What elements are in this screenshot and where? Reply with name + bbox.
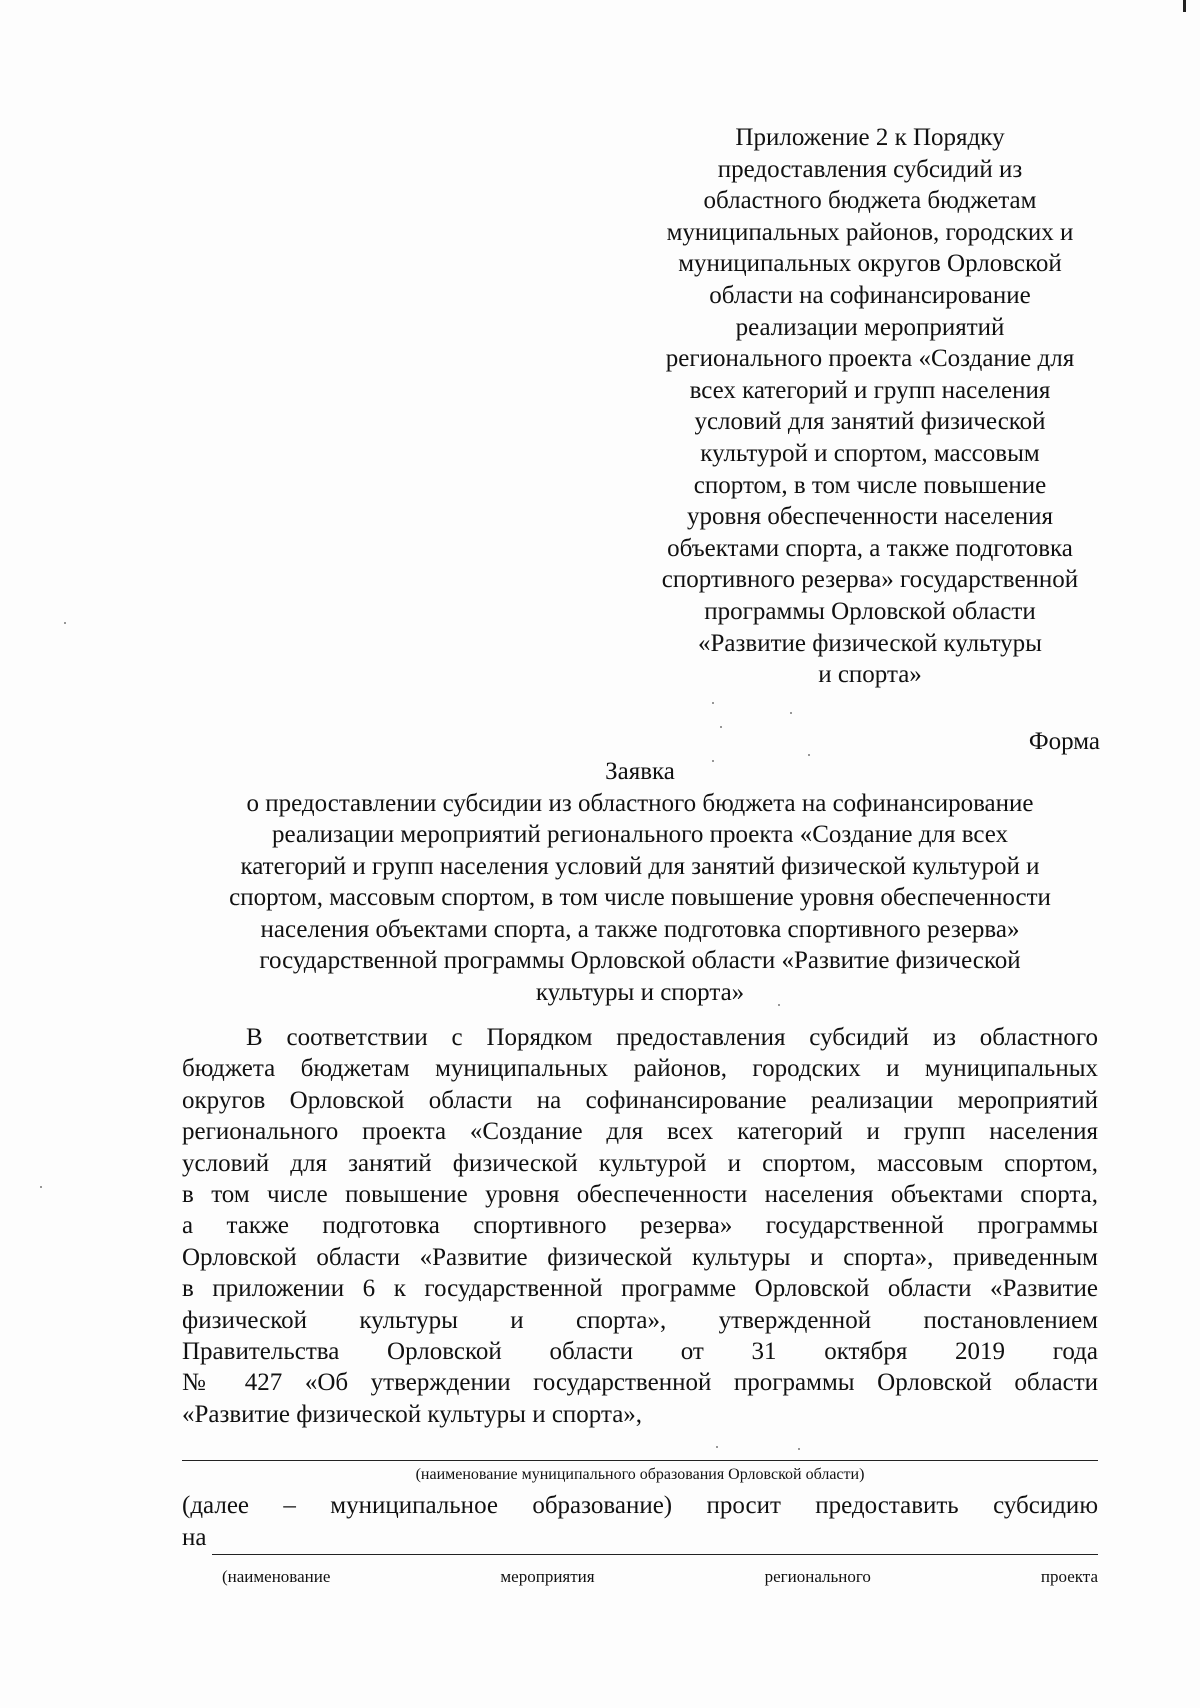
appendix-line: реализации мероприятий — [735, 313, 1005, 341]
body-line: регионального проекта «Создание для всех категорий и групп населения — [182, 1118, 1098, 1146]
municipality-caption: (наименование муниципального образования Орловской области) — [415, 1466, 865, 1483]
body-line: физической культуры и спорта», утвержденной постановлением — [182, 1306, 1098, 1334]
appendix-line: муниципальных районов, городских и — [666, 218, 1074, 246]
scan-speck — [808, 754, 810, 756]
title-line: о предоставлении субсидии из областного бюджета на софинансирование — [246, 789, 1034, 817]
appendix-line: спортом, в том числе повышение — [693, 471, 1047, 499]
title-heading: Заявка — [605, 758, 675, 785]
appendix-line: уровня обеспеченности населения — [687, 503, 1053, 531]
request-title — [180, 756, 1100, 1008]
body-line: бюджета бюджетам муниципальных районов, городских и муниципальных — [182, 1055, 1098, 1083]
appendix-line: «Развитие физической культуры — [698, 629, 1042, 657]
body-line: Орловской области «Развитие физической культуры и спорта», приведенным — [182, 1243, 1098, 1271]
appendix-line: Приложение 2 к Порядку — [735, 124, 1005, 151]
caption-word: проекта — [1040, 1567, 1098, 1586]
body-line: в приложении 6 к государственной программе Орловской области «Развитие — [182, 1275, 1098, 1303]
event-fill-line[interactable] — [212, 1554, 1098, 1555]
caption-word: (наименование — [222, 1567, 331, 1586]
event-caption — [222, 1567, 1098, 1587]
appendix-line: регионального проекта «Создание для — [665, 345, 1075, 373]
scan-corner-mark — [1183, 0, 1186, 12]
caption-word: мероприятия — [500, 1567, 595, 1586]
appendix-line: муниципальных округов Орловской — [678, 250, 1062, 278]
municipality-fill-line[interactable] — [182, 1460, 1098, 1461]
appendix-line: предоставления субсидий из — [717, 155, 1023, 183]
title-line: спортом, массовым спортом, в том числе повышение уровня обеспеченности — [229, 884, 1051, 911]
title-line: культуры и спорта» — [535, 978, 745, 1006]
scan-speck — [712, 702, 714, 704]
title-line: населения объектами спорта, а также подготовка спортивного резерва» — [260, 915, 1020, 943]
title-line: реализации мероприятий регионального проекта «Создание для всех — [271, 821, 1009, 848]
title-line: категорий и групп населения условий для занятий физической культурой и — [240, 852, 1040, 880]
body-line: № 427 «Об утверждении государственной программы Орловской области — [182, 1369, 1098, 1397]
appendix-line: областного бюджета бюджетам — [703, 187, 1037, 215]
body-last-line: «Развитие физической культуры и спорта», — [182, 1400, 643, 1428]
form-label: Форма — [1028, 728, 1100, 755]
scan-speck — [40, 1186, 42, 1188]
appendix-line: и спорта» — [818, 661, 922, 689]
body-line: округов Орловской области на софинансирование реализации мероприятий — [182, 1086, 1098, 1114]
appendix-line: программы Орловской области — [704, 597, 1036, 625]
scan-speck — [798, 1448, 800, 1450]
scan-speck — [720, 726, 722, 728]
body-line: условий для занятий физической культурой и спортом, массовым спортом, — [182, 1149, 1098, 1177]
request-line — [182, 1490, 1098, 1521]
body-paragraph — [182, 1022, 1098, 1430]
appendix-header — [630, 122, 1110, 691]
appendix-line: всех категорий и групп населения — [689, 376, 1051, 404]
appendix-line: области на софинансирование — [709, 281, 1031, 309]
title-line: государственной программы Орловской области «Развитие физической — [259, 947, 1021, 974]
na-label: на — [182, 1524, 207, 1551]
scan-speck — [790, 712, 792, 714]
body-line: а также подготовка спортивного резерва» государственной программы — [182, 1212, 1098, 1240]
request-text: (далее – муниципальное образование) просит предоставить субсидию — [182, 1492, 1098, 1519]
appendix-line: спортивного резерва» государственной — [661, 566, 1079, 594]
scan-speck — [716, 1446, 718, 1448]
body-line: В соответствии с Порядком предоставления субсидий из областного — [246, 1024, 1098, 1051]
scan-speck — [778, 1004, 780, 1006]
body-line: в том числе повышение уровня обеспеченности населения объектами спорта, — [182, 1181, 1098, 1209]
appendix-line: культурой и спортом, массовым — [700, 439, 1040, 467]
scan-speck — [64, 622, 66, 624]
body-line: Правительства Орловской области от 31 октября 2019 года — [182, 1338, 1098, 1366]
appendix-line: условий для занятий физической — [694, 408, 1046, 436]
caption-word: регионального — [764, 1567, 871, 1586]
scan-speck — [712, 760, 714, 762]
appendix-line: объектами спорта, а также подготовка — [667, 534, 1073, 562]
